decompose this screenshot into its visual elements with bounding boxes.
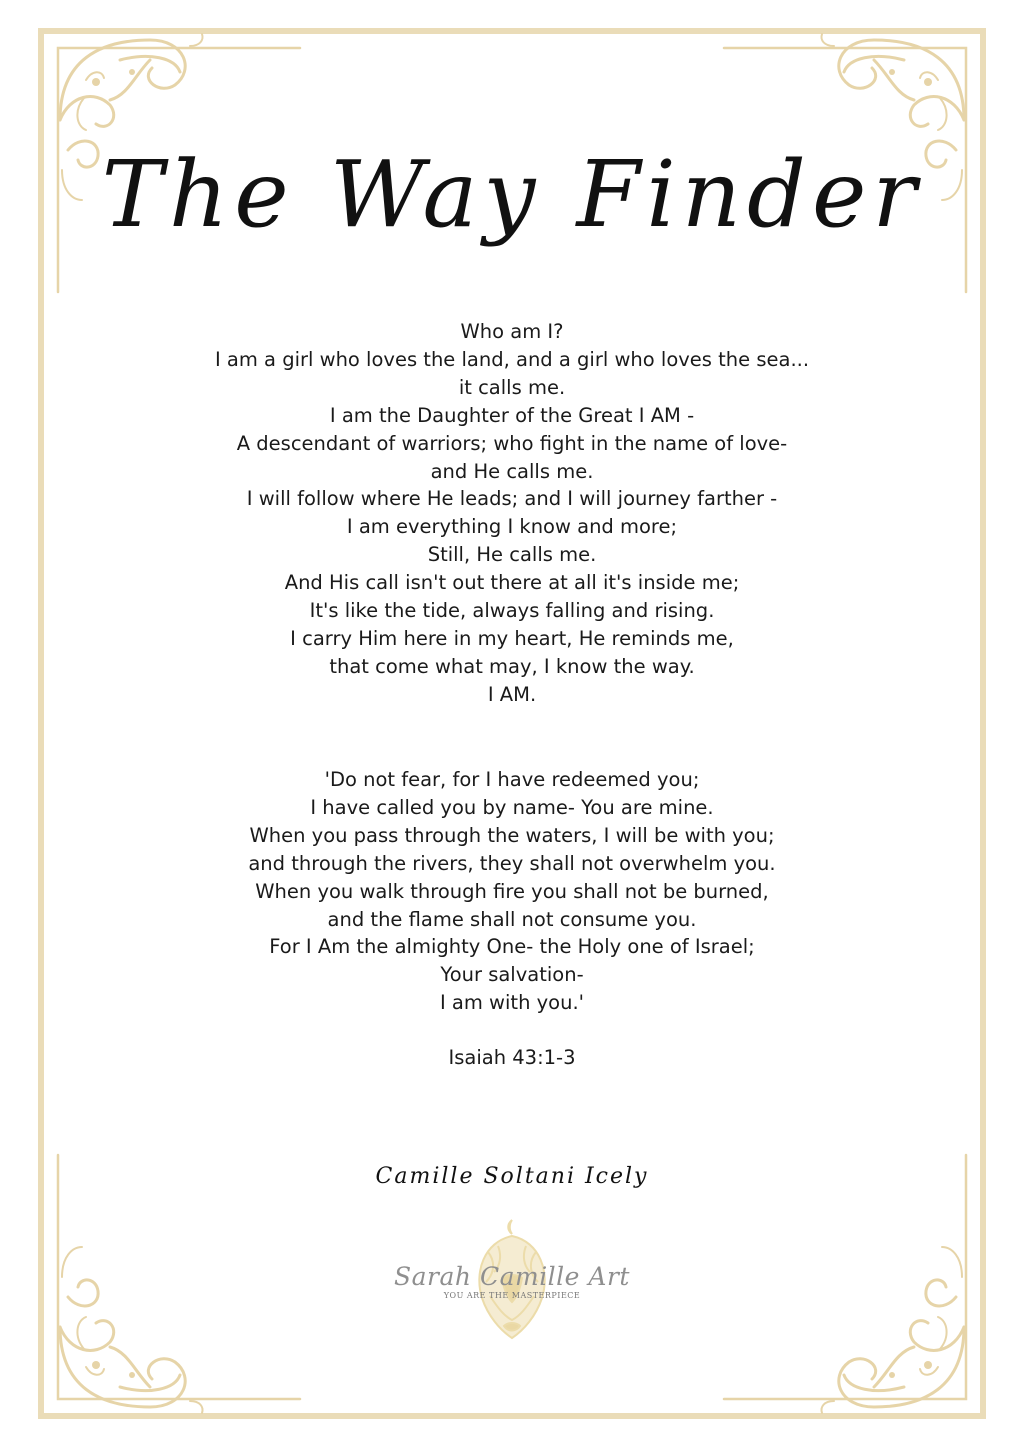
scripture-line: I have called you by name- You are mine.	[310, 795, 714, 819]
brand-name: Sarah Camille Art	[394, 1262, 630, 1291]
poem-line: And His call isn't out there at all it's inside me;	[284, 571, 740, 595]
poem-line: It's like the tide, always falling and rising.	[309, 599, 715, 623]
poem-title: The Way Finder	[101, 141, 923, 248]
poem-line: I am the Daughter of the Great I AM -	[329, 403, 695, 427]
poem-line: I carry Him here in my heart, He reminds me,	[290, 626, 734, 650]
poem-line: I AM.	[487, 682, 537, 706]
scripture-line: I am with you.'	[439, 991, 585, 1015]
scripture-reference: Isaiah 43:1-3	[448, 1046, 576, 1069]
brand-tagline: YOU ARE THE MASTERPIECE	[443, 1291, 581, 1300]
poem-body	[0, 318, 1024, 709]
scripture-line: and through the rivers, they shall not overwhelm you.	[248, 851, 776, 875]
poem-line: I will follow where He leads; and I will journey farther -	[246, 487, 778, 511]
poem-line: Who am I?	[460, 320, 564, 343]
scripture-line: When you walk through fire you shall not be burned,	[255, 879, 769, 903]
scripture-line: For I Am the almighty One- the Holy one of Israel;	[269, 935, 755, 959]
scripture-line: Your salvation-	[440, 963, 584, 987]
scripture-line: When you pass through the waters, I will be with you;	[249, 823, 775, 847]
poem-line: that come what may, I know the way.	[329, 654, 695, 678]
scripture-quote	[0, 766, 1024, 1017]
scripture-line: and the flame shall not consume you.	[327, 907, 697, 931]
poem-line: and He calls me.	[430, 459, 594, 483]
poem-line: A descendant of warriors; who fight in the name of love-	[236, 431, 788, 455]
author-signature: Camille Soltani Icely	[375, 1164, 649, 1189]
scripture-line: 'Do not fear, for I have redeemed you;	[324, 768, 700, 791]
poem-line: I am everything I know and more;	[346, 515, 678, 539]
poem-line: Still, He calls me.	[427, 543, 597, 567]
poem-line: it calls me.	[458, 375, 566, 399]
poem-line: I am a girl who loves the land, and a girl who loves the sea...	[214, 347, 810, 371]
